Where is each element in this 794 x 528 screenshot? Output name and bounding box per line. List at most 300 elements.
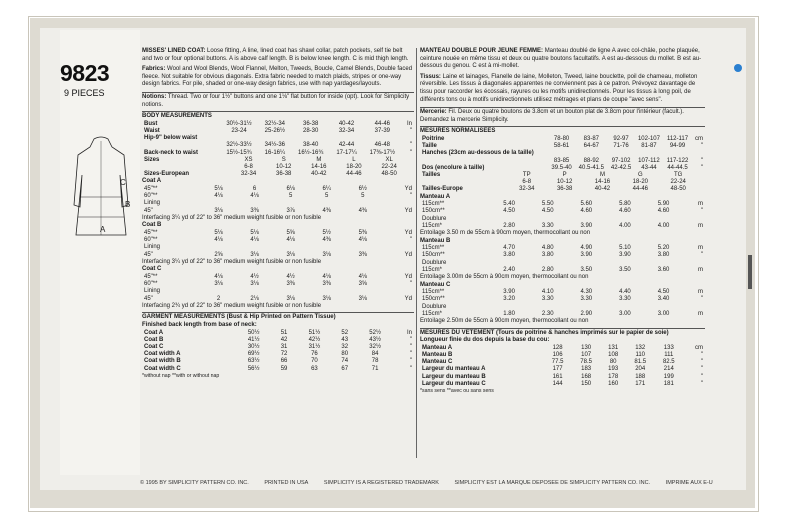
table-cell: 4½ xyxy=(286,273,295,280)
table-cell: 214 xyxy=(663,366,674,373)
table-cell: 3⅛ xyxy=(214,281,223,288)
trademark-fr: SIMPLICITY EST LA MARQUE DEPOSEE DE SIMPLICITY PATTERN CO. INC. xyxy=(454,480,651,486)
table-cell: 78 xyxy=(371,358,379,365)
row-label xyxy=(420,158,548,165)
table-row xyxy=(142,288,414,295)
row-label: Doublure xyxy=(422,215,447,222)
table-cell: P xyxy=(562,171,567,178)
table-row xyxy=(142,157,414,164)
table-cell: 132 xyxy=(635,344,646,351)
table-cell: 4.50 xyxy=(657,289,670,296)
table-cell xyxy=(363,135,402,142)
table-cell: 3⅜ xyxy=(250,207,259,214)
table-row xyxy=(142,171,414,178)
table-cell: 14-16 xyxy=(594,179,611,186)
row-label: 45"** xyxy=(144,185,158,192)
table-row xyxy=(420,216,705,223)
interfacing-note: Interfacing 2¾ yd of 22" to 36" medium weight fusible or non fusible xyxy=(142,302,322,309)
table-row xyxy=(142,230,414,237)
table-row xyxy=(420,172,705,179)
table-cell: 3.30 xyxy=(580,296,593,303)
sizes-table xyxy=(142,157,414,179)
footer xyxy=(140,480,727,486)
notions-text: Thread. Two or four 1½" buttons and one 1⅛" flat button for inside (opt). Look for Simplicity notions. xyxy=(142,93,410,108)
row-label: Coat C xyxy=(144,343,164,350)
table-cell: 66 xyxy=(280,358,288,365)
table-cell: 78.5 xyxy=(580,359,592,366)
body-measurements-table xyxy=(142,121,414,157)
row-label: Sizes-European xyxy=(144,171,190,178)
table-cell: 88-92 xyxy=(583,157,599,164)
table-row xyxy=(420,186,705,193)
table-cell: 102-107 xyxy=(637,135,660,142)
table-cell: 77.5 xyxy=(551,359,564,366)
row-label: Dos (encolure à taille) xyxy=(422,164,485,171)
table-cell: 16-16¼ xyxy=(264,149,286,156)
table-cell: 5.20 xyxy=(657,245,670,252)
unit-cell: Yd xyxy=(404,207,412,214)
table-cell: 28-30 xyxy=(303,127,319,134)
table-cell xyxy=(345,244,381,251)
table-cell: 44-46 xyxy=(374,120,391,127)
table-cell: 4.70 xyxy=(503,245,515,252)
unit-cell xyxy=(692,150,705,157)
table-cell: 5⅝ xyxy=(286,229,295,236)
row-label: 60"** xyxy=(144,281,158,288)
table-cell: 63 xyxy=(311,365,318,372)
table-cell: 83-85 xyxy=(553,157,570,164)
table-cell: 171 xyxy=(635,380,646,387)
row-label: 150cm** xyxy=(422,208,445,215)
table-cell xyxy=(309,288,345,295)
nap-note: *without nap **with or without nap xyxy=(142,372,220,379)
table-row xyxy=(142,366,414,373)
table-row xyxy=(420,223,705,230)
table-cell: 4⅛ xyxy=(250,237,259,244)
table-row xyxy=(142,121,414,128)
tailles-table xyxy=(420,172,705,194)
table-cell: S xyxy=(281,156,286,163)
row-label: 45"** xyxy=(144,273,158,280)
table-cell: 3⅛ xyxy=(250,251,259,258)
unit-cell xyxy=(697,179,705,186)
unit-cell: " xyxy=(700,373,703,380)
table-cell: 31½ xyxy=(308,343,321,350)
table-cell: 110 xyxy=(635,351,646,358)
table-cell: 48-50 xyxy=(670,186,686,193)
table-cell: 4⅛ xyxy=(358,273,367,280)
table-cell: 4⅜ xyxy=(322,207,331,214)
unit-cell: " xyxy=(409,351,412,358)
table-cell: 4⅛ xyxy=(250,193,259,200)
pattern-number: 9823 xyxy=(60,60,110,86)
description-fr-text: Manteau doublé de ligne A avec col-châle, poche plaquée, ceinture nouée en même tissu et deux ou quatre boutons facultatifs. A est au-dessous du mollet. B est au-dessous du genou. C est à mi-mollet. xyxy=(420,48,702,70)
fabrics xyxy=(142,66,414,89)
table-cell: 107 xyxy=(581,351,592,358)
row-label: Largeur du manteau B xyxy=(422,373,486,380)
table-cell: 3⅝ xyxy=(358,281,367,288)
row-label: Doublure xyxy=(422,303,447,310)
table-cell: 204 xyxy=(635,366,646,373)
table-cell: 25-26½ xyxy=(264,127,286,134)
table-cell: 3.80 xyxy=(503,252,515,259)
table-cell: 17-17¼ xyxy=(336,149,357,156)
table-cell: 17⅜-17½ xyxy=(369,149,396,156)
table-cell: 4⅛ xyxy=(322,273,331,280)
table-cell: 131 xyxy=(608,344,619,351)
table-cell: 42½ xyxy=(308,336,321,343)
table-cell: 4.40 xyxy=(619,289,631,296)
unit-cell xyxy=(683,216,705,223)
table-cell xyxy=(644,304,683,311)
table-cell: 5.60 xyxy=(580,201,593,208)
unit-cell xyxy=(683,304,705,311)
table-cell xyxy=(273,288,309,295)
table-cell: 5⅛ xyxy=(214,229,223,236)
fabrics-label: Fabrics: xyxy=(142,66,166,73)
description-fr xyxy=(420,48,705,71)
table-cell: 3⅛ xyxy=(322,251,331,258)
table-cell: 3.60 xyxy=(657,266,670,273)
table-cell: 5⅛ xyxy=(250,229,259,236)
unit-cell: m xyxy=(698,266,703,273)
table-cell: 40.5-41.5 xyxy=(578,164,604,171)
coat-back-sketch xyxy=(66,135,136,255)
table-cell: 5 xyxy=(361,193,365,200)
body-measurements-section xyxy=(142,111,414,310)
table-row xyxy=(142,330,414,337)
table-cell: 193 xyxy=(608,366,619,373)
row-label xyxy=(420,179,508,186)
unit-cell: " xyxy=(700,366,703,373)
table-cell: 130 xyxy=(581,344,592,351)
table-cell: 94-99 xyxy=(669,143,686,150)
table-row xyxy=(142,237,414,244)
table-row xyxy=(420,296,705,303)
table-cell: 5.80 xyxy=(619,201,631,208)
table-cell: 52 xyxy=(341,329,349,336)
table-cell: 3.80 xyxy=(657,252,670,259)
description-title: MISSES' LINED COAT: xyxy=(142,48,206,54)
table-cell: 5.40 xyxy=(503,201,515,208)
row-label: Lining xyxy=(144,288,161,295)
row-label: 60"** xyxy=(144,237,158,244)
table-cell: 4½ xyxy=(250,273,259,280)
table-cell: 3.50 xyxy=(619,266,631,273)
table-cell: 160 xyxy=(608,380,619,387)
table-row xyxy=(420,158,705,165)
table-cell: 2.90 xyxy=(580,310,593,317)
description-fr-title: MANTEAU DOUBLE POUR JEUNE FEMME: xyxy=(420,48,544,54)
table-cell: 70 xyxy=(311,358,318,365)
table-cell: G xyxy=(638,171,643,178)
table-cell: 3.00 xyxy=(657,310,670,317)
row-label: Coat B xyxy=(144,336,164,343)
table-cell: 2.80 xyxy=(503,222,515,229)
table-cell: 32½-33½ xyxy=(226,142,252,149)
table-cell: 6⅛ xyxy=(286,185,295,192)
table-cell: 181 xyxy=(663,380,674,387)
table-cell xyxy=(273,244,309,251)
table-row xyxy=(420,252,705,259)
row-label: Largeur du manteau C xyxy=(422,380,486,387)
unit-cell: m xyxy=(698,201,703,208)
table-row xyxy=(420,289,705,296)
unit-cell: " xyxy=(409,365,412,372)
table-cell: 3.90 xyxy=(503,289,515,296)
table-cell xyxy=(237,288,273,295)
unit-cell: Yd xyxy=(404,273,412,280)
english-column xyxy=(142,48,414,380)
garment-measurements-title: GARMENT MEASUREMENTS (Bust & Hip Printed on Pattern Tissue) xyxy=(142,314,336,321)
table-cell: 16½-16¾ xyxy=(298,149,324,156)
row-label: 115cm** xyxy=(422,245,445,252)
row-label: Coat width B xyxy=(144,358,181,365)
row-label: Lining xyxy=(144,200,161,207)
printed-in-fr: IMPRIME AUX E-U xyxy=(665,480,713,486)
table-cell: 14-16 xyxy=(311,163,327,170)
row-label: Bust xyxy=(144,120,158,127)
copyright: © 1995 BY SIMPLICITY PATTERN CO. INC. xyxy=(140,480,249,486)
row-label: Coat A xyxy=(144,329,164,336)
table-cell: 3⅛ xyxy=(250,281,259,288)
table-cell: 6-8 xyxy=(522,179,532,186)
row-label: 115cm* xyxy=(422,310,442,317)
table-cell: 97-102 xyxy=(611,157,631,164)
table-cell: 3.20 xyxy=(503,296,515,303)
table-cell: 161 xyxy=(552,373,563,380)
mesures-section xyxy=(420,126,705,325)
table-cell: 43 xyxy=(341,336,349,343)
table-cell xyxy=(200,288,236,295)
row-label: Hanches (23cm au-dessous de la taille) xyxy=(422,150,534,157)
table-cell: 18-20 xyxy=(346,163,362,170)
table-cell: 81-87 xyxy=(641,143,657,150)
table-cell: 78-80 xyxy=(553,135,570,142)
table-row xyxy=(142,200,414,207)
table-cell: 44-46 xyxy=(632,186,649,193)
table-cell xyxy=(345,288,381,295)
table-row xyxy=(142,296,414,303)
table-cell: 92-97 xyxy=(613,135,629,142)
row-label: Lining xyxy=(144,244,161,251)
table-cell: 40-42 xyxy=(338,120,355,127)
table-cell: 2.40 xyxy=(503,266,515,273)
table-row xyxy=(420,201,705,208)
edge-nick xyxy=(748,255,752,289)
row-label: Doublure xyxy=(422,259,447,266)
view-b-label: B xyxy=(125,200,131,209)
table-cell: 3.30 xyxy=(619,296,631,303)
table-row xyxy=(142,252,414,259)
table-cell xyxy=(575,150,608,157)
table-cell: 23-24 xyxy=(231,127,247,134)
table-cell xyxy=(606,260,645,267)
row-label: Waist xyxy=(144,127,160,134)
table-cell: 4.60 xyxy=(657,208,670,215)
unit-cell: m xyxy=(698,245,703,252)
table-cell: 117-122 xyxy=(666,157,689,164)
table-row xyxy=(142,128,414,135)
table-cell: 83-87 xyxy=(583,135,599,142)
table-cell xyxy=(528,304,567,311)
table-cell: 42-44 xyxy=(338,142,355,149)
unit-cell: " xyxy=(700,164,703,171)
table-cell: 4.30 xyxy=(580,289,593,296)
table-cell: 4.50 xyxy=(503,208,515,215)
table-cell: 59 xyxy=(280,365,288,372)
table-cell: 5.90 xyxy=(657,201,670,208)
unit-cell: " xyxy=(700,208,703,215)
table-row xyxy=(142,193,414,200)
table-cell xyxy=(606,216,645,223)
interfacing-note: Interfacing 3¼ yd of 22" to 36" medium weight fusible or non fusible xyxy=(142,258,322,265)
table-cell: 44-46 xyxy=(346,171,362,178)
table-cell: 4.80 xyxy=(541,245,554,252)
table-cell: 32 xyxy=(341,343,349,350)
table-cell: 2.80 xyxy=(541,266,554,273)
unit-cell: " xyxy=(409,149,412,156)
table-row xyxy=(420,150,705,157)
table-cell: 1.80 xyxy=(503,310,515,317)
table-cell: 6 xyxy=(252,185,257,192)
unit-cell xyxy=(381,244,414,251)
table-row xyxy=(420,136,705,143)
table-cell xyxy=(309,200,345,207)
table-row xyxy=(142,351,414,358)
table-row xyxy=(142,337,414,344)
mercerie xyxy=(420,107,705,124)
table-cell xyxy=(567,216,606,223)
table-cell: 4.90 xyxy=(580,245,593,252)
unit-cell: cm xyxy=(695,344,703,351)
unit-cell: " xyxy=(409,142,412,149)
unit-cell xyxy=(402,135,414,142)
table-cell: 3.50 xyxy=(580,266,593,273)
table-row xyxy=(420,165,705,172)
table-cell: 3.40 xyxy=(657,296,670,303)
notions-label: Notions: xyxy=(142,93,167,100)
table-cell: 2⅛ xyxy=(250,295,259,302)
table-cell: 3⅜ xyxy=(322,281,331,288)
table-cell xyxy=(345,200,381,207)
table-cell: 112-117 xyxy=(666,135,689,142)
table-cell: 51½ xyxy=(308,329,321,336)
table-cell: 40-42 xyxy=(594,186,611,193)
table-cell: 58-61 xyxy=(553,143,570,150)
garment-measurements-subtitle: Finished back length from base of neck: xyxy=(142,321,257,328)
table-cell xyxy=(567,304,606,311)
blue-tab-marker xyxy=(734,64,742,72)
table-cell: 106 xyxy=(552,351,563,358)
table-row xyxy=(420,359,705,366)
table-cell: 6½ xyxy=(358,185,367,192)
table-cell: 3⅛ xyxy=(322,295,331,302)
table-row xyxy=(420,245,705,252)
row-label: 45"** xyxy=(144,229,158,236)
table-cell: 3⅛ xyxy=(214,207,223,214)
coat-heading: Coat A xyxy=(142,178,162,185)
table-cell: 5 xyxy=(325,193,329,200)
table-cell xyxy=(635,150,664,157)
unit-cell xyxy=(381,288,414,295)
table-cell: 10-12 xyxy=(556,179,573,186)
table-cell: 3.90 xyxy=(619,252,631,259)
table-row xyxy=(420,179,705,186)
unit-cell: " xyxy=(700,296,703,303)
row-label: 115cm* xyxy=(422,266,442,273)
unit-cell: " xyxy=(700,143,703,150)
unit-cell xyxy=(697,172,705,179)
garment-measurements-section xyxy=(142,312,414,380)
table-cell: 30½ xyxy=(247,343,260,350)
table-cell: 31 xyxy=(280,343,288,350)
table-cell: 5⅜ xyxy=(358,229,367,236)
table-row xyxy=(420,374,705,381)
table-cell: 6¼ xyxy=(322,185,331,192)
table-cell: 48-50 xyxy=(381,171,397,178)
table-cell: 42 xyxy=(280,336,288,343)
table-cell: 22-24 xyxy=(381,163,397,170)
mesures-title: MESURES NORMALISEES xyxy=(420,128,496,135)
table-cell: 38-40 xyxy=(303,142,319,149)
table-cell: 34½-36 xyxy=(264,142,286,149)
tissus xyxy=(420,74,705,104)
table-cell xyxy=(644,260,683,267)
yardage-table xyxy=(142,186,414,215)
table-cell: 50½ xyxy=(247,329,260,336)
unit-cell: " xyxy=(409,237,412,244)
table-cell: 22-24 xyxy=(670,179,686,186)
table-row xyxy=(420,345,705,352)
table-row xyxy=(142,164,414,171)
unit-cell: Yd xyxy=(404,185,412,192)
table-row xyxy=(420,208,705,215)
yardage-table xyxy=(420,201,705,230)
table-cell: TP xyxy=(522,171,531,178)
table-cell: 4⅛ xyxy=(214,237,223,244)
table-cell: 71 xyxy=(371,365,379,372)
unit-cell: Yd xyxy=(404,251,412,258)
table-cell: 44-44.5 xyxy=(667,164,688,171)
table-cell: 3.00 xyxy=(619,310,631,317)
table-cell xyxy=(490,216,529,223)
table-cell: 10-12 xyxy=(276,163,292,170)
table-cell: 43-44 xyxy=(641,164,657,171)
row-label: Poitrine xyxy=(422,135,445,142)
unit-cell: " xyxy=(700,252,703,259)
table-cell: 2⅝ xyxy=(214,251,223,258)
row-label xyxy=(142,142,219,149)
table-row xyxy=(420,311,705,318)
table-cell: 108 xyxy=(608,351,619,358)
table-cell: 3.90 xyxy=(580,222,593,229)
unit-cell: " xyxy=(700,380,703,387)
vetement-title: MESURES DU VETEMENT (Tours de poitrine & hanches imprimés sur le papier de soie) xyxy=(420,329,669,336)
printed-in: PRINTED IN USA xyxy=(264,480,309,486)
view-c-label: C xyxy=(120,178,126,187)
unit-cell: m xyxy=(698,310,703,317)
notions xyxy=(142,92,414,109)
row-label: Sizes xyxy=(144,156,160,163)
table-cell: 6-8 xyxy=(244,163,253,170)
table-cell xyxy=(291,135,330,142)
table-row xyxy=(420,143,705,150)
coat-heading: Coat B xyxy=(142,222,162,229)
french-column xyxy=(420,48,705,396)
table-cell: 36-38 xyxy=(303,120,319,127)
unit-cell: " xyxy=(409,193,412,200)
